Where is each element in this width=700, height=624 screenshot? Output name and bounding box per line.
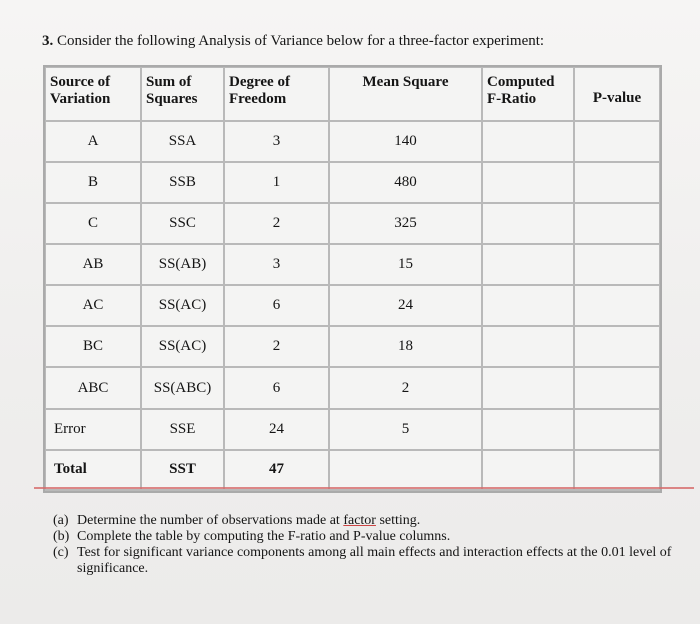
f-ratio-cell	[482, 450, 574, 491]
mean-square-cell: 325	[329, 203, 482, 244]
header-f-ratio: Computed F-Ratio	[482, 67, 574, 121]
ss-cell: SSA	[141, 121, 224, 162]
table-header-row	[45, 67, 660, 121]
part-label: (a)	[53, 513, 69, 528]
mean-square-cell	[329, 450, 482, 491]
table-row	[45, 121, 660, 162]
question-number: 3.	[42, 33, 54, 49]
anova-table	[43, 65, 662, 493]
mean-square-cell: 140	[329, 121, 482, 162]
mean-square-cell: 18	[329, 326, 482, 367]
question-part	[53, 545, 673, 577]
part-text: Complete the table by computing the F-ratio and P-value columns.	[77, 529, 451, 544]
header-mean-square: Mean Square	[329, 67, 482, 121]
table-row	[45, 162, 660, 203]
table-row	[45, 450, 660, 491]
source-cell: Total	[45, 450, 141, 491]
df-cell: 6	[224, 367, 329, 408]
df-cell: 1	[224, 162, 329, 203]
f-ratio-cell	[482, 367, 574, 408]
f-ratio-cell	[482, 244, 574, 285]
part-label: (c)	[53, 545, 69, 560]
f-ratio-cell	[482, 162, 574, 203]
source-cell: B	[45, 162, 141, 203]
df-cell: 47	[224, 450, 329, 491]
ss-cell: SSE	[141, 409, 224, 450]
table-row	[45, 326, 660, 367]
p-value-cell	[574, 450, 660, 491]
df-cell: 2	[224, 203, 329, 244]
f-ratio-cell	[482, 203, 574, 244]
source-cell: ABC	[45, 367, 141, 408]
source-cell: AC	[45, 285, 141, 326]
p-value-cell	[574, 203, 660, 244]
df-cell: 2	[224, 326, 329, 367]
ss-cell: SS(AB)	[141, 244, 224, 285]
question-part	[53, 529, 673, 545]
mean-square-cell: 2	[329, 367, 482, 408]
p-value-cell	[574, 285, 660, 326]
part-label: (b)	[53, 529, 70, 544]
question-heading	[42, 33, 682, 50]
table-row	[45, 244, 660, 285]
header-p-value: P-value	[574, 67, 660, 121]
p-value-cell	[574, 121, 660, 162]
part-text: Test for significant variance components among all main effects and interaction effects at the 0.01 level of significance.	[77, 545, 672, 576]
df-cell: 3	[224, 121, 329, 162]
table-row	[45, 367, 660, 408]
source-cell: Error	[45, 409, 141, 450]
p-value-cell	[574, 367, 660, 408]
question-text: Consider the following Analysis of Variance below for a three-factor experiment:	[57, 33, 545, 49]
f-ratio-cell	[482, 121, 574, 162]
header-source: Source of Variation	[45, 67, 141, 121]
table-row	[45, 203, 660, 244]
table-row	[45, 409, 660, 450]
red-ruler-line	[34, 487, 694, 489]
ss-cell: SST	[141, 450, 224, 491]
mean-square-cell: 15	[329, 244, 482, 285]
df-cell: 24	[224, 409, 329, 450]
source-cell: BC	[45, 326, 141, 367]
p-value-cell	[574, 409, 660, 450]
df-cell: 6	[224, 285, 329, 326]
p-value-cell	[574, 244, 660, 285]
header-sum-of-squares: Sum of Squares	[141, 67, 224, 121]
source-cell: C	[45, 203, 141, 244]
f-ratio-cell	[482, 285, 574, 326]
f-ratio-cell	[482, 409, 574, 450]
question-parts	[53, 513, 673, 577]
part-text: Determine the number of observations made at factor setting.	[77, 513, 421, 528]
mean-square-cell: 480	[329, 162, 482, 203]
ss-cell: SS(AC)	[141, 285, 224, 326]
ss-cell: SSC	[141, 203, 224, 244]
source-cell: A	[45, 121, 141, 162]
mean-square-cell: 5	[329, 409, 482, 450]
header-degree-of-freedom: Degree of Freedom	[224, 67, 329, 121]
underlined-word: factor	[343, 513, 376, 528]
table-row	[45, 285, 660, 326]
ss-cell: SS(AC)	[141, 326, 224, 367]
p-value-cell	[574, 162, 660, 203]
source-cell: AB	[45, 244, 141, 285]
mean-square-cell: 24	[329, 285, 482, 326]
f-ratio-cell	[482, 326, 574, 367]
p-value-cell	[574, 326, 660, 367]
anova-table-container	[43, 65, 658, 493]
ss-cell: SSB	[141, 162, 224, 203]
ss-cell: SS(ABC)	[141, 367, 224, 408]
question-part	[53, 513, 673, 529]
df-cell: 3	[224, 244, 329, 285]
